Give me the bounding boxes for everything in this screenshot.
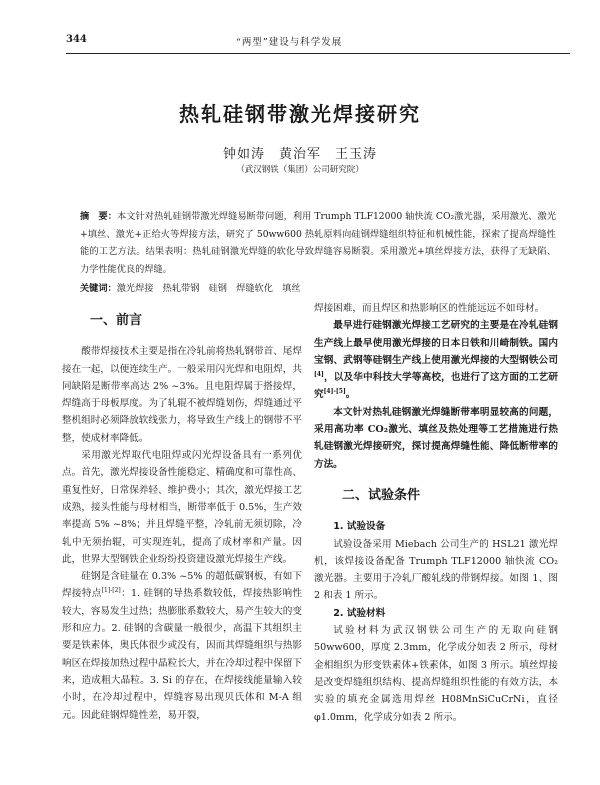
paragraph: 本文针对热轧硅钢激光焊缝断带率明显较高的问题，采用高功率 CO₂激光、填丝及热处理等工艺措施进行热轧硅钢激光焊接研究，探讨提高焊缝性能、降低断带率的方法。 bbox=[314, 406, 558, 470]
abstract-label: 摘 要： bbox=[80, 211, 118, 222]
paper-affiliation: （武汉钢铁（集团）公司研究院） bbox=[236, 165, 364, 175]
left-column bbox=[62, 298, 302, 724]
paragraph-text: ，以及华中科技大学等高校，也进行了这方面的工艺研究 bbox=[314, 372, 558, 401]
section-heading-experiment: 二、试验条件 bbox=[342, 487, 421, 503]
paper-authors: 钟如涛 黄治军 王玉涛 bbox=[222, 147, 377, 162]
paragraph bbox=[314, 317, 558, 403]
section-heading-introduction: 一、前言 bbox=[90, 313, 143, 328]
journal-name: “两型”建设与科学发展 bbox=[236, 37, 343, 48]
citation: [4] bbox=[314, 371, 324, 378]
citation: [1]-[2] bbox=[101, 587, 121, 595]
running-header bbox=[66, 34, 564, 50]
abstract-text: 本文针对热轧硅钢带激光焊缝易断带问题，利用 Trumph TLF12000 轴快流 CO₂激光器，采用激光、激光+填丝、激光+正给火等焊接方法，研究了 50ww600 热轧原料向硅钢焊缝组织特征和机械性能，探索了提高焊缝性能的工艺方法。结果表明：热轧硅钢激光焊缝的软化导致焊缝容易断裂。采用激光+填丝焊接方法，获得了无缺陷、力学性能优良的焊缝。 bbox=[80, 211, 557, 275]
paragraph bbox=[62, 568, 302, 724]
paragraph-text: ：1. 硅钢的导热系数较低，焊接热影响性较大，容易发生过热；热膨胀系数较大，易产生较大的变形和应力。2. 硅钢的含碳量一般很少，高温下其组织主要是铁素体，奥氏体很少或没有，因而其焊缝组织与热影响区在焊接加热过程中晶粒长大，并在冷却过程中保留下来，造成粗大晶粒。3. Si 的存在，在焊接线能量输入较小时，在冷却过程中，焊缝容易出现贝氏体和 M-A 组元。因此硅钢焊缝性差，易开裂， bbox=[62, 588, 303, 721]
subsection-heading-equipment: 1. 试验设备 bbox=[333, 521, 386, 533]
paragraph: 试验设备采用 Miebach 公司生产的 HSL21 激光焊机，该焊接设备配备 Trumph TLF12000 轴快流 CO₂激光器。主要用于冷轧厂酸轧线的带钢焊接。如图 1、图 2 和表 1 所示。 bbox=[314, 538, 558, 602]
paragraph: 试验材料为武汉钢铁公司生产的无取向硅钢 50ww600，厚度 2.3mm，化学成分如表 2 所示，母材金相组织为形变铁素体+铁素体，如图 3 所示。填丝焊接是改变焊缝组织结构、提高焊缝组织性能的有效方法，本实验的填充金属选用焊丝 H08MnSiCuCrNi，直径 φ1.0mm，化学成分如表 2 所示。 bbox=[314, 625, 558, 723]
page-number: 344 bbox=[66, 34, 87, 45]
paragraph: 酸带焊接技术主要是指在冷轧前将热轧钢带首、尾焊接在一起，以便连续生产。一般采用闪光焊和电阻焊，共同缺陷是断带率高达 2% ~3%。且电阻焊属于搭接焊，焊缝高于母板厚度。为了轧辊不被焊缝划伤，焊缝通过平整机组时必须降放软线张力，将导致生产线上的钢带不平整，使成材率降低。 bbox=[62, 346, 302, 444]
abstract bbox=[80, 208, 556, 278]
citation: [4]-[5] bbox=[323, 388, 346, 396]
keywords-label: 关键词： bbox=[80, 283, 117, 294]
right-column bbox=[314, 300, 558, 726]
paragraph-text: 。 bbox=[345, 389, 356, 401]
paragraph-text: 硅钢是含硅量在 0.3% ~5% 的超低碳钢板，有如下焊接特点 bbox=[62, 571, 302, 600]
subsection-heading-materials: 2. 试验材料 bbox=[333, 607, 386, 619]
paper-title: 热轧硅钢带激光焊接研究 bbox=[179, 102, 421, 126]
paragraph-text: 最早进行硅钢激光焊接工艺研究的主要是在冷轧硅钢生产线上最早使用激光焊接的日本日铁和川崎制铁。国内宝钢、武钢等硅钢生产线上使用激光焊接的大型钢铁公司 bbox=[314, 320, 558, 366]
keywords bbox=[80, 280, 556, 297]
paragraph: 焊接困难，而且焊区和热影响区的性能远远不如母材。 bbox=[314, 303, 545, 314]
header-rule bbox=[66, 53, 570, 54]
keywords-text: 激光焊接 热轧带钢 硅钢 焊缝软化 填丝 bbox=[116, 283, 301, 294]
paragraph: 采用激光焊取代电阻焊或闪光焊设备具有一系列优点。首先，激光焊接设备性能稳定、精确度和可靠性高、重复性好，日常保养轻、维护费小；其次，激光焊接工艺成熟，接头性能与母材相当，断带率低于 0.5%，生产效率提高 5% ~8%；并且焊缝平整，冷轧前无须切除，冷轧中无须抬辊，可实现连轧，提高了成材率和产量。因此，世界大型钢铁企业纷纷投资建设激光焊接生产线。 bbox=[62, 450, 302, 565]
